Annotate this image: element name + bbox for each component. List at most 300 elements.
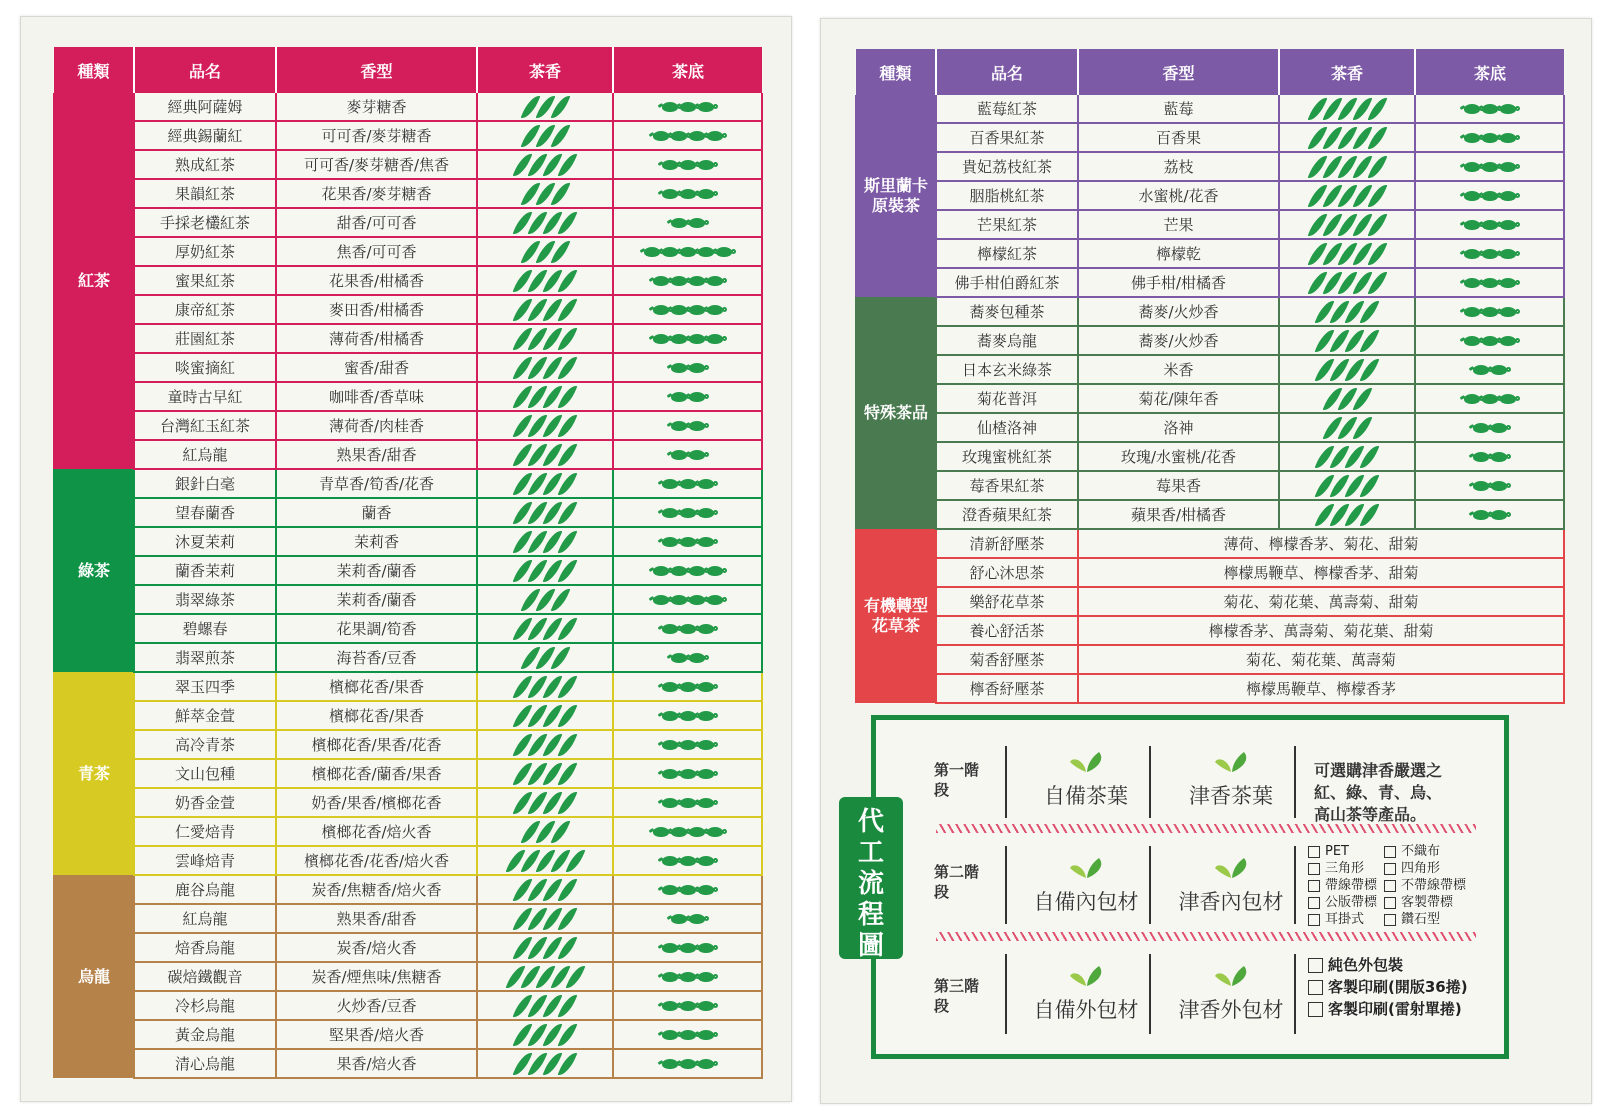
fragrance-rating-cell [477,121,613,150]
fragrance-rating-cell [1279,442,1415,471]
table-row [856,616,1564,645]
aroma-cell: 海苔香/豆香 [276,643,477,672]
tea-name-cell: 清心烏龍 [134,1049,276,1078]
teapot-icon [1482,336,1498,346]
checkbox-label: 公版帶標 [1325,895,1378,910]
teapot-icon [1473,481,1489,491]
teapot-icon [680,537,696,547]
teapot-icon [698,943,714,953]
divider [1005,746,1007,818]
table-row [54,1049,762,1078]
table-row [54,295,762,324]
teapot-icon [680,508,696,518]
teapot-icon [1473,452,1489,462]
teapot-icon [1500,307,1516,317]
tea-name-cell: 日本玄米綠茶 [936,355,1078,384]
teapot-icon [680,740,696,750]
checkbox-icon [1308,846,1320,858]
teapot-icon [698,711,714,721]
body-rating-cell [613,527,762,556]
fragrance-rating-cell [477,846,613,875]
teapot-icon [1464,133,1480,143]
aroma-cell: 茉莉香/蘭香 [276,585,477,614]
teapot-icon [707,305,723,315]
teapot-icon [653,276,669,286]
stage-note: 可選購津香嚴選之 紅、綠、青、烏、 高山茶等產品。 [1314,761,1443,824]
teapot-icon [671,218,687,228]
aroma-cell: 洛神 [1078,413,1279,442]
aroma-cell: 蜜香/甜香 [276,353,477,382]
teapot-icon [680,798,696,808]
tea-name-cell: 文山包種 [134,759,276,788]
body-rating-cell [1415,384,1564,413]
body-rating-cell [1415,123,1564,152]
fragrance-rating-cell [1279,471,1415,500]
aroma-cell: 果香/焙火香 [276,1049,477,1078]
teapot-icon [689,653,705,663]
aroma-cell: 檳榔花香/果香/花香 [276,730,477,759]
aroma-cell: 蕎麥/火炒香 [1078,297,1279,326]
checkbox-icon [1308,897,1320,909]
checkbox-option[interactable] [1308,908,1384,927]
table-row [856,674,1564,703]
teapot-icon [680,1001,696,1011]
table-row [54,991,762,1020]
table-row [54,759,762,788]
table-row [856,645,1564,674]
checkbox-label: 耳掛式 [1325,912,1365,927]
option-label: 津香外包材 [1178,998,1284,1022]
stage-label: 第三階段 [934,977,980,1015]
teapot-icon [662,102,678,112]
teapot-icon [671,827,687,837]
fragrance-rating-cell [477,93,613,121]
category-cell: 青茶 [54,672,134,875]
title-char: 工 [857,838,884,868]
aroma-cell: 米香 [1078,355,1279,384]
teapot-icon [707,827,723,837]
table-row [54,179,762,208]
checkbox-icon [1308,1002,1323,1017]
checkbox-label: 不織布 [1401,844,1441,859]
tea-name-cell: 檸檬紅茶 [936,239,1078,268]
aroma-cell: 熟果香/甜香 [276,440,477,469]
teapot-icon [698,1030,714,1040]
teapot-icon [698,885,714,895]
body-rating-cell [1415,471,1564,500]
tea-name-cell: 康帝紅茶 [134,295,276,324]
divider [1294,746,1296,818]
checkbox-option[interactable] [1308,998,1468,1020]
teapot-icon [662,508,678,518]
body-rating-cell [613,121,762,150]
teapot-icon [680,189,696,199]
teapot-icon [1491,452,1507,462]
table-row [54,817,762,846]
table-row [856,326,1564,355]
column-header: 種類 [856,49,936,95]
body-rating-cell [1415,355,1564,384]
column-header: 種類 [54,47,134,93]
tea-name-cell: 碳焙鐵觀音 [134,962,276,991]
tea-name-cell: 厚奶紅茶 [134,237,276,266]
teapot-icon [1482,162,1498,172]
table-row [856,181,1564,210]
checkbox-label: 客製印刷(雷射單捲) [1328,1000,1462,1018]
column-header: 茶底 [613,47,762,93]
option-own-tea [1016,748,1156,810]
option-jinxiang-outer-pack [1161,962,1301,1024]
fragrance-rating-cell [477,991,613,1020]
tea-name-cell: 果韻紅茶 [134,179,276,208]
fragrance-rating-cell [1279,210,1415,239]
fragrance-rating-cell [477,962,613,991]
tea-name-cell: 經典錫蘭紅 [134,121,276,150]
inner-pack-options [1308,840,1474,925]
fragrance-rating-cell [477,527,613,556]
teapot-icon [662,885,678,895]
outer-pack-options [1308,954,1468,1020]
fragrance-rating-cell [477,875,613,904]
tea-name-cell: 紅烏龍 [134,904,276,933]
aroma-cell: 佛手柑/柑橘香 [1078,268,1279,297]
aroma-cell: 蘋果香/柑橘香 [1078,500,1279,529]
body-rating-cell [613,440,762,469]
tea-name-cell: 手採老欉紅茶 [134,208,276,237]
fragrance-rating-cell [477,382,613,411]
teapot-icon [680,885,696,895]
table-row [54,498,762,527]
body-rating-cell [613,179,762,208]
left-menu-panel [20,16,792,1102]
option-own-inner-pack [1016,854,1156,916]
divider [1149,846,1151,924]
table-row [54,208,762,237]
teapot-icon [1473,510,1489,520]
teapot-icon [1491,481,1507,491]
title-char: 圖 [857,931,884,961]
option-jinxiang-tea [1161,748,1301,810]
teapot-icon [653,595,669,605]
teapot-icon [671,653,687,663]
table-row [54,382,762,411]
teapot-icon [662,943,678,953]
divider [1294,954,1296,1034]
checkbox-option[interactable] [1384,908,1474,927]
teapot-icon [689,131,705,141]
teapot-icon [1464,278,1480,288]
aroma-cell: 藍莓 [1078,95,1279,123]
checkbox-icon [1384,846,1396,858]
sprout-icon [1016,962,1156,988]
body-rating-cell [613,643,762,672]
aroma-cell: 青草香/筍香/花香 [276,469,477,498]
teapot-icon [707,566,723,576]
teapot-icon [1500,191,1516,201]
aroma-cell: 檳榔花香/蘭香/果香 [276,759,477,788]
tea-name-cell: 蕎麥烏龍 [936,326,1078,355]
tea-name-cell: 仁愛焙青 [134,817,276,846]
fragrance-rating-cell [477,904,613,933]
aroma-cell: 甜香/可可香 [276,208,477,237]
teapot-icon [662,624,678,634]
body-rating-cell [613,759,762,788]
aroma-cell: 咖啡香/香草味 [276,382,477,411]
checkbox-row [1308,908,1474,925]
fragrance-rating-cell [477,179,613,208]
table-row [856,442,1564,471]
teapot-icon [707,595,723,605]
body-rating-cell [613,1020,762,1049]
tea-name-cell: 雲峰焙青 [134,846,276,875]
teapot-icon [1500,162,1516,172]
table-row [54,440,762,469]
aroma-cell: 檳榔花香/果香 [276,701,477,730]
teapot-icon [698,102,714,112]
body-rating-cell [613,991,762,1020]
table-row [856,210,1564,239]
aroma-cell: 檳榔花香/果香 [276,672,477,701]
right-tea-table [855,49,1565,704]
aroma-cell: 檸檬馬鞭草、檸檬香茅 [1078,674,1564,703]
checkbox-row [1308,874,1474,891]
aroma-cell: 檸檬馬鞭草、檸檬香茅、甜菊 [1078,558,1564,587]
body-rating-cell [613,295,762,324]
fragrance-rating-cell [1279,326,1415,355]
checkbox-option[interactable] [1308,954,1468,976]
teapot-icon [662,769,678,779]
teapot-icon [689,914,705,924]
checkbox-icon [1384,914,1396,926]
teapot-icon [662,247,678,257]
tea-name-cell: 焙香烏龍 [134,933,276,962]
tea-name-cell: 貴妃荔枝紅茶 [936,152,1078,181]
body-rating-cell [613,672,762,701]
fragrance-rating-cell [477,933,613,962]
table-row [54,846,762,875]
teapot-icon [653,827,669,837]
tea-name-cell: 養心舒活茶 [936,616,1078,645]
teapot-icon [1482,104,1498,114]
aroma-cell: 熟果香/甜香 [276,904,477,933]
teapot-icon [689,421,705,431]
table-row [856,297,1564,326]
checkbox-label: 純色外包裝 [1328,956,1404,974]
tea-name-cell: 莓香果紅茶 [936,471,1078,500]
teapot-icon [653,566,669,576]
teapot-icon [698,189,714,199]
column-header: 茶底 [1415,49,1564,95]
teapot-icon [653,305,669,315]
table-row [54,1020,762,1049]
aroma-cell: 百香果 [1078,123,1279,152]
aroma-cell: 炭香/煙焦味/焦糖香 [276,962,477,991]
teapot-icon [1491,423,1507,433]
tea-name-cell: 玫瑰蜜桃紅茶 [936,442,1078,471]
teapot-icon [689,392,705,402]
fragrance-rating-cell [477,324,613,353]
teapot-icon [707,131,723,141]
body-rating-cell [613,788,762,817]
fragrance-rating-cell [1279,384,1415,413]
teapot-icon [680,711,696,721]
fragrance-rating-cell [1279,413,1415,442]
checkbox-label: PET [1325,844,1349,859]
sprout-icon [1016,854,1156,880]
body-rating-cell [613,150,762,179]
teapot-icon [662,1059,678,1069]
aroma-cell: 菊花/陳年香 [1078,384,1279,413]
teapot-icon [1500,220,1516,230]
fragrance-rating-cell [477,730,613,759]
tea-name-cell: 鮮萃金萱 [134,701,276,730]
oem-process-chart [871,715,1509,1059]
stage-one [876,728,1504,828]
teapot-icon [1464,162,1480,172]
table-row [54,904,762,933]
column-header: 茶香 [477,47,613,93]
teapot-icon [698,247,714,257]
fragrance-rating-cell [477,759,613,788]
checkbox-option[interactable] [1308,976,1468,998]
aroma-cell: 奶香/果香/檳榔花香 [276,788,477,817]
table-row [54,121,762,150]
teapot-icon [698,682,714,692]
body-rating-cell [613,324,762,353]
fragrance-rating-cell [477,788,613,817]
aroma-cell: 薄荷、檸檬香茅、菊花、甜菊 [1078,529,1564,558]
sprout-icon [1161,962,1301,988]
fragrance-rating-cell [477,556,613,585]
divider [1149,746,1151,818]
body-rating-cell [613,614,762,643]
teapot-icon [1491,510,1507,520]
right-menu-panel [820,18,1592,1104]
fragrance-rating-cell [477,585,613,614]
aroma-cell: 水蜜桃/花香 [1078,181,1279,210]
body-rating-cell [613,556,762,585]
teapot-icon [689,334,705,344]
teapot-icon [1482,249,1498,259]
teapot-icon [671,334,687,344]
table-row [856,500,1564,529]
body-rating-cell [613,730,762,759]
column-header: 香型 [276,47,477,93]
stage-separator [936,932,1476,941]
teapot-icon [680,1059,696,1069]
tea-name-cell: 蜜果紅茶 [134,266,276,295]
aroma-cell: 檳榔花香/花香/焙火香 [276,846,477,875]
checkbox-label: 帶線帶標 [1325,878,1378,893]
teapot-icon [1500,133,1516,143]
teapot-icon [698,1001,714,1011]
fragrance-rating-cell [1279,95,1415,123]
body-rating-cell [613,962,762,991]
option-jinxiang-inner-pack [1161,854,1301,916]
body-rating-cell [613,933,762,962]
body-rating-cell [1415,268,1564,297]
body-rating-cell [613,411,762,440]
aroma-cell: 麥田香/柑橘香 [276,295,477,324]
table-row [54,933,762,962]
option-label: 自備內包材 [1033,890,1139,914]
teapot-icon [698,798,714,808]
tea-name-cell: 蘭香茉莉 [134,556,276,585]
aroma-cell: 茉莉香 [276,527,477,556]
body-rating-cell [1415,95,1564,123]
checkbox-label: 不帶線帶標 [1401,878,1467,893]
option-own-outer-pack [1016,962,1156,1024]
aroma-cell: 堅果香/焙火香 [276,1020,477,1049]
checkbox-icon [1384,863,1396,875]
teapot-icon [689,450,705,460]
stage-label: 第二階段 [934,863,980,901]
teapot-icon [653,334,669,344]
sprout-icon [1016,748,1156,774]
teapot-icon [1500,104,1516,114]
column-header: 品名 [936,49,1078,95]
table-row [54,324,762,353]
column-header: 茶香 [1279,49,1415,95]
table-row [54,527,762,556]
tea-name-cell: 翡翠綠茶 [134,585,276,614]
fragrance-rating-cell [1279,181,1415,210]
teapot-icon [671,450,687,460]
aroma-cell: 茉莉香/蘭香 [276,556,477,585]
category-cell: 烏龍 [54,875,134,1078]
aroma-cell: 薄荷香/柑橘香 [276,324,477,353]
teapot-icon [1473,365,1489,375]
teapot-icon [680,856,696,866]
left-tea-table [53,47,763,1079]
teapot-icon [1482,394,1498,404]
tea-name-cell: 檸香紓壓茶 [936,674,1078,703]
table-row [54,643,762,672]
aroma-cell: 薄荷香/肉桂香 [276,411,477,440]
aroma-cell: 花果調/筍香 [276,614,477,643]
divider [1005,846,1007,924]
aroma-cell: 花果香/麥芽糖香 [276,179,477,208]
checkbox-icon [1308,863,1320,875]
checkbox-icon [1308,914,1320,926]
teapot-icon [1500,394,1516,404]
table-row [54,585,762,614]
tea-name-cell: 奶香金萱 [134,788,276,817]
table-header-row [856,49,1564,95]
aroma-cell: 花果香/柑橘香 [276,266,477,295]
table-row [54,237,762,266]
body-rating-cell [613,498,762,527]
category-cell: 有機轉型花草茶 [856,529,936,703]
teapot-icon [680,247,696,257]
tea-name-cell: 紅烏龍 [134,440,276,469]
aroma-cell: 荔枝 [1078,152,1279,181]
category-cell: 紅茶 [54,93,134,469]
teapot-icon [698,624,714,634]
teapot-icon [698,972,714,982]
table-row [54,788,762,817]
table-row [54,730,762,759]
tea-name-cell: 蕎麥包種茶 [936,297,1078,326]
teapot-icon [671,914,687,924]
tea-name-cell: 佛手柑伯爵紅茶 [936,268,1078,297]
body-rating-cell [613,382,762,411]
table-row [856,413,1564,442]
teapot-icon [680,769,696,779]
fragrance-rating-cell [1279,123,1415,152]
tea-name-cell: 碧螺春 [134,614,276,643]
teapot-icon [662,972,678,982]
